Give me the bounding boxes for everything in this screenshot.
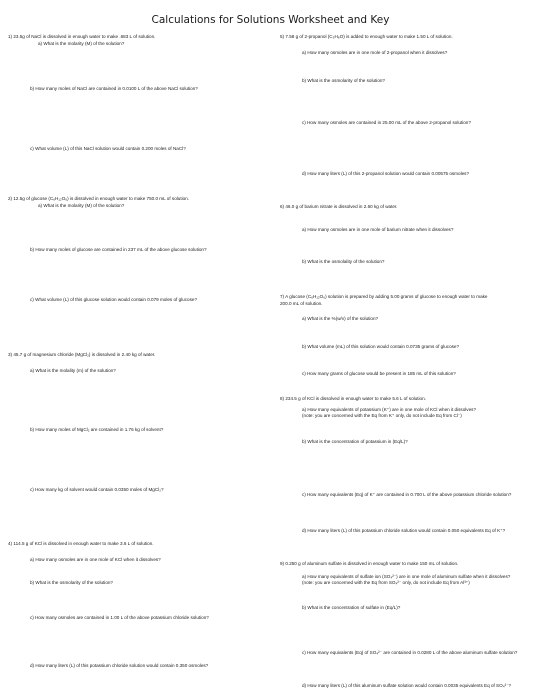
question-q7: 7) A glucose (C₆H₁₂O₆) solution is prepared by adding 5.00 grams of glucose to enough water to make bbox=[280, 294, 488, 299]
question-q3b: b) How many moles of MgCl₂ are contained in 1.76 kg of solvent? bbox=[30, 427, 164, 432]
question-q3c: c) How many kg of solvent would contain 0.0350 moles of MgCl₂? bbox=[30, 487, 164, 492]
question-q7cont: 200.0 mL of solution. bbox=[280, 301, 323, 306]
question-q9a: a) How many equivalents of sulfate ion (SO₄²⁻) are in one mole of aluminum sulfate when it dissolves? bbox=[302, 574, 511, 579]
question-q9note: (note: you are concerned with the Eq from SO₄²⁻ only, do not include Eq from Al³⁺) bbox=[302, 580, 470, 585]
question-q1: 1) 23.5g of NaCl is dissolved in enough water to make .683 L of solution. bbox=[8, 34, 156, 39]
question-q3: 3) 45.7 g of magnesium chloride (MgCl₂) is dissolved in 2.40 kg of water. bbox=[8, 352, 156, 357]
question-q6: 6) 46.0 g of barium nitrate is dissolved in 2.60 kg of water. bbox=[280, 204, 398, 209]
question-q5b: b) What is the osmolarity of the solution? bbox=[302, 78, 385, 83]
question-q9c: c) How many equivalents (Eq) of SO₄²⁻ are contained in 0.0280 L of the above aluminum sulfate solution? bbox=[302, 650, 518, 655]
question-q4a: a) How many osmoles are in one mole of KCl when it dissolves? bbox=[30, 557, 161, 562]
question-q3a: a) What is the molality (m) of the solution? bbox=[30, 368, 116, 373]
question-q8note: (note: you are concerned with the Eq from K⁺ only, do not include Eq from Cl⁻) bbox=[302, 413, 462, 418]
question-q2b: b) How many moles of glucose are contained in 237 mL of the above glucose solution? bbox=[30, 247, 207, 252]
question-q8c: c) How many equivalents (Eq) of K⁺ are contained in 0.700 L of the above potassium chloride solution? bbox=[302, 492, 512, 497]
question-q8b: b) What is the concentration of potassium in (Eq/L)? bbox=[302, 439, 408, 444]
worksheet-title: Calculations for Solutions Worksheet and Key bbox=[151, 14, 390, 26]
question-q4b: b) What is the osmolarity of the solution? bbox=[30, 580, 113, 585]
question-q2c: c) What volume (L) of this glucose solution would contain 0.079 moles of glucose? bbox=[30, 297, 197, 302]
question-q7a: a) What is the %(w/v) of the solution? bbox=[302, 316, 379, 321]
question-q8d: d) How many liters (L) of this potassium chloride solution would contain 0.050 equivalents Eq of K⁺? bbox=[302, 528, 506, 533]
question-q8a: a) How many equivalents of potassium (K⁺) are in one mole of KCl when it dissolves? bbox=[302, 407, 477, 412]
question-q7b: b) What volume (mL) of this solution would contain 0.0735 grams of glucose? bbox=[302, 344, 460, 349]
question-q7c: c) How many grams of glucose would be present in 185 mL of this solution? bbox=[302, 371, 456, 376]
question-q5d: d) How many liters (L) of this 2-propanol solution would contain 0.00575 osmoles? bbox=[302, 171, 469, 176]
question-q4: 4) 114.5 g of KCl is dissolved in enough water to make 3.6 L of solution. bbox=[8, 541, 154, 546]
question-q4c: c) How many osmoles are contained in 1.00 L of the above potassium chloride solution? bbox=[30, 615, 209, 620]
question-q1b: b) How many moles of NaCl are contained in 0.0100 L of the above NaCl solution? bbox=[30, 86, 198, 91]
question-q1c: c) What volume (L) of this NaCl solution would contain 0.200 moles of NaCl? bbox=[30, 146, 186, 151]
question-q5a: a) How many osmoles are in one mole of 2-propanol when it dissolves? bbox=[302, 50, 448, 55]
question-q5: 5) 7.58 g of 2-propanol (C₃H₈O) is added to enough water to make 1.50 L of solution. bbox=[280, 34, 453, 39]
question-q9b: b) What is the concentration of sulfate in (Eq/L)? bbox=[302, 605, 401, 610]
question-q2: 2) 12.5g of glucose (C₆H₁₂O₆) is dissolved in enough water to make 750.0 mL of solution. bbox=[8, 196, 190, 201]
question-q4d: d) How many liters (L) of this potassium chloride solution would contain 0.350 osmoles? bbox=[30, 663, 209, 668]
question-q9: 9) 0.250 g of aluminum sulfate is dissolved in enough water to make 150 mL of solution. bbox=[280, 561, 459, 566]
question-q6a: a) How many osmoles are in one mole of barium nitrate when it dissolves? bbox=[302, 227, 454, 232]
question-q5c: c) How many osmoles are contained in 25.00 mL of the above 2-propanol solution? bbox=[302, 120, 471, 125]
question-q2a: a) What is the molarity (M) of the solution? bbox=[38, 203, 125, 208]
question-q8: 8) 234.5 g of KCl is dissolved in enough water to make 5.6 L of solution. bbox=[280, 396, 426, 401]
question-q9d: d) How many liters (L) of this aluminum sulfate solution would contain 0.0035 equivalents Eq of SO₄²⁻? bbox=[302, 683, 512, 688]
question-q6b: b) What is the osmolality of the solution? bbox=[302, 259, 385, 264]
question-q1a: a) What is the molarity (M) of the solution? bbox=[38, 41, 125, 46]
